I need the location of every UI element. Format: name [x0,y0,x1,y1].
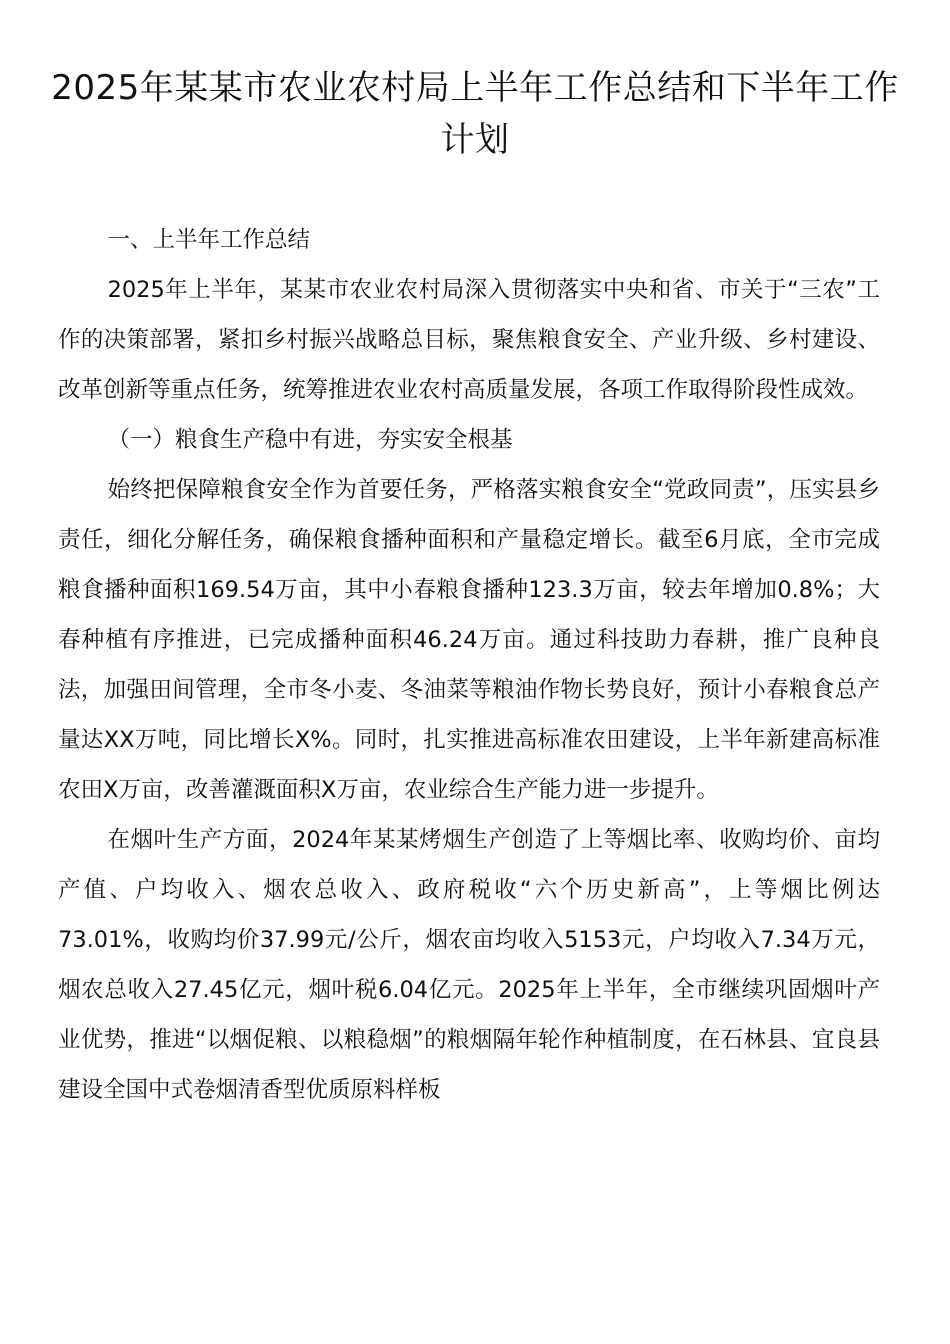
intro-paragraph: 2025年上半年，某某市农业农村局深入贯彻落实中央和省、市关于“三农”工作的决策部署，紧扣乡村振兴战略总目标，聚焦粮食安全、产业升级、乡村建设、改革创新等重点任务，统筹推进农业农村高质量发展，各项工作取得阶段性成效。 [58,277,880,403]
grain-paragraph: 始终把保障粮食安全作为首要任务，严格落实粮食安全“党政同责”，压实县乡责任，细化分解任务，确保粮食播种面积和产量稳定增长。截至6月底，全市完成粮食播种面积169.54万亩，其中小春粮食播种123.3万亩，较去年增加0.8%；大春种植有序推进，已完成播种面积46.24万亩。通过科技助力春耕，推广良种良法，加强田间管理，全市冬小麦、冬油菜等粮油作物长势良好，预计小春粮食总产量达XX万吨，同比增长X%。同时，扎实推进高标准农田建设，上半年新建高标准农田X万亩，改善灌溉面积X万亩，农业综合生产能力进一步提升。 [58,477,880,803]
section-heading: 一、上半年工作总结 [107,227,311,253]
document-body [58,215,880,1115]
document-title: 2025年某某市农业农村局上半年工作总结和下半年工作计划 [51,68,899,160]
tobacco-paragraph: 在烟叶生产方面，2024年某某烤烟生产创造了上等烟比率、收购均价、亩均产值、户均收入、烟农总收入、政府税收“六个历史新高”，上等烟比例达73.01%，收购均价37.99元/公斤，烟农亩均收入5153元，户均收入7.34万元，烟农总收入27.45亿元，烟叶税6.04亿元。2025年上半年，全市继续巩固烟叶产业优势，推进“以烟促粮、以粮稳烟”的粮烟隔年轮作种植制度，在石林县、宜良县建设全国中式卷烟清香型优质原料样板 [58,827,880,1103]
subsection-heading: （一）粮食生产稳中有进，夯实安全根基 [107,427,513,453]
